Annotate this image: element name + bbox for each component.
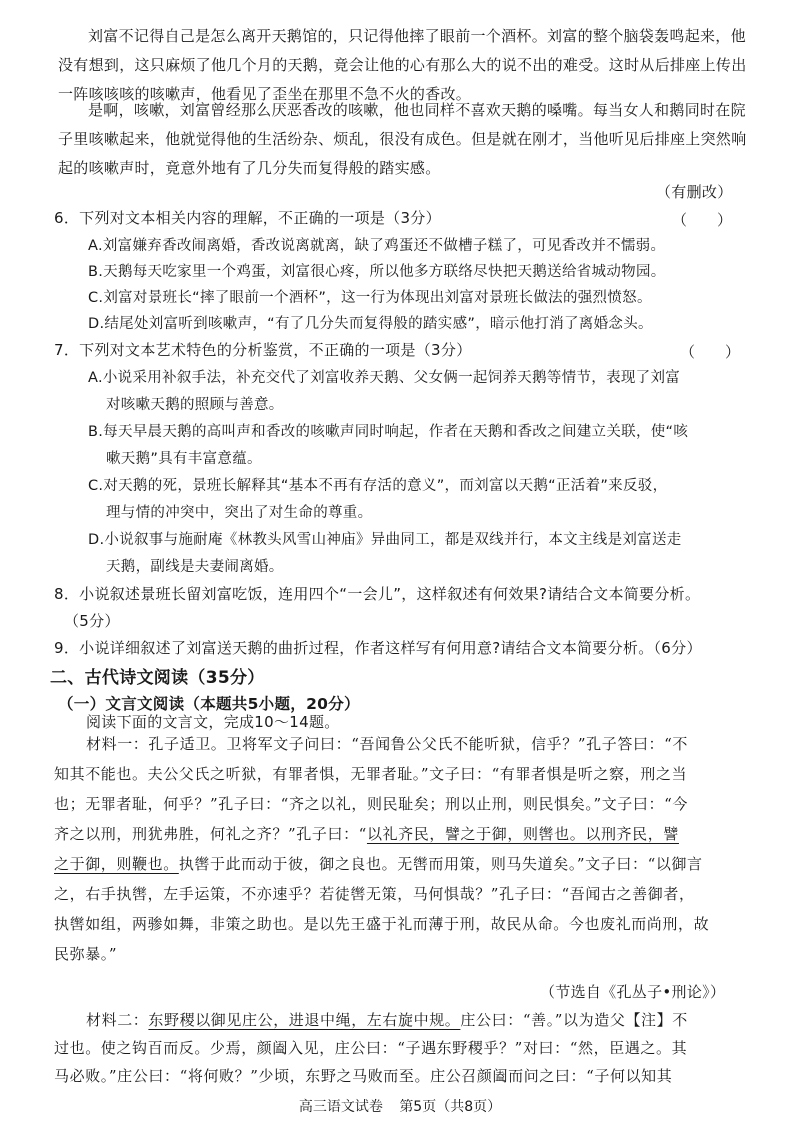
material-1-line-2: 知其不能也。夫公父氏之听狱，有罪者惧，无罪者耻。”文子曰：“有罪者惧是听之察，刑之当: [54, 765, 688, 783]
material-2-label: 材料二：: [86, 1011, 149, 1029]
question-9: 9．小说详细叙述了刘富送天鹅的曲折过程，作者这样写有何用意?请结合文本简要分析。（6分）: [54, 639, 702, 657]
material-1-line-8: 民弥暴。”: [54, 945, 118, 963]
material-1-line-3: 也；无罪者耻，何乎？”孔子曰：“齐之以礼，则民耻矣；刑以止刑，则民惧矣。”文子曰：“今: [54, 795, 688, 813]
question-7-option-c-line1: C.对天鹅的死，景班长解释其“基本不再有存活的意义”，而刘富以天鹅“正活着”来反驳，: [88, 478, 668, 494]
question-7-option-b-line1: B.每天早晨天鹅的高叫声和香改的咳嗽声同时响起，作者在天鹅和香改之间建立关联，使“咳: [88, 424, 689, 440]
material-2-line-3: 马必败。”庄公曰：“将何败？”少顷，东野之马败而至。庄公召颜阖而问之曰：“子何以知其: [54, 1067, 673, 1085]
material-1-line-6: 之，右手执辔，左手运策，不亦速乎？若徒辔无策，马何惧哉？”孔子曰：“吾闻古之善御者，: [54, 885, 695, 903]
underlined-translation-sentence-part-1: 以礼齐民，譬之于御，则辔也。以刑齐民，譬: [366, 825, 679, 843]
underlined-translation-sentence-part-2: 之于御，则鞭也。: [54, 855, 179, 873]
question-6-stem: 6．下列对文本相关内容的理解，不正确的一项是（3分）: [54, 209, 441, 227]
material-1-line-1: 材料一：孔子适卫。卫将军文子问曰：“吾闻鲁公父氏不能听狱，信乎？”孔子答曰：“不: [86, 735, 689, 753]
material-1-line-4-text: 齐之以刑，刑犹弗胜，何礼之齐？”孔子曰：“: [54, 825, 367, 843]
material-1-line-4: [54, 820, 679, 849]
material-2-line-2: 过也。使之钩百而反。少焉，颜阖入见，庄公曰：“子遇东野稷乎？”对曰：“然，臣遇之。其: [54, 1039, 688, 1057]
material-1-line-7: 执辔如组，两骖如舞，非策之助也。是以先王盛于礼而薄于刑，故民从命。今也废礼而尚刑，故: [54, 915, 710, 933]
question-7-option-d-line1: D.小说叙事与施耐庵《林教头风雪山神庙》异曲同工，都是双线并行，本文主线是刘富送走: [88, 532, 682, 548]
story-paragraph-2: 是啊，咳嗽，刘富曾经那么厌恶香改的咳嗽，他也同样不喜欢天鹅的嗓嘴。每当女人和鹅同时在院子里咳嗽起来，他就觉得他的生活纷杂、烦乱，很没有成色。但是就在刚才，当他听见后排座上突然响起的咳嗽声时，竟意外地有了几分失而复得般的踏实感。: [58, 101, 747, 177]
question-7-option-d-line2: 天鹅，副线是夫妻闹离婚。: [106, 559, 284, 575]
page-footer: [0, 1096, 800, 1116]
underlined-material-2-sentence: 东野稷以御见庄公，进退中绳，左右旋中规。: [148, 1011, 461, 1029]
question-8-line2: （5分）: [64, 612, 120, 630]
question-6-option-d: D.结尾处刘富听到咳嗽声，“有了几分失而复得般的踏实感”，暗示他打消了离婚念头。: [88, 316, 653, 332]
question-7-option-c-line2: 理与情的冲突中，突出了对生命的尊重。: [106, 505, 373, 521]
question-7-stem: 7．下列对文本艺术特色的分析鉴赏，不正确的一项是（3分）: [54, 341, 472, 359]
question-6-option-b: B.天鹅每天吃家里一个鸡蛋，刘富很心疼，所以他多方联络尽快把天鹅送给省城动物园。: [88, 264, 666, 280]
footer-page-number: 第5页（共8页）: [399, 1099, 502, 1115]
question-7-option-b-line2: 嗽天鹅”具有丰富意蕴。: [106, 451, 262, 467]
question-6-option-c: C.刘富对景班长“摔了眼前一个酒杯”，这一行为体现出刘富对景班长做法的强烈愤怒。: [88, 290, 652, 306]
revision-note: （有删改）: [656, 183, 733, 201]
section-2-instruction: 阅读下面的文言文，完成10～14题。: [86, 713, 340, 731]
question-7-option-a-line2: 对咳嗽天鹅的照顾与善意。: [106, 397, 284, 413]
material-1-line-5: [54, 850, 703, 879]
material-2-line-1-text: 庄公曰：“善。”以为造父【注】不: [460, 1011, 688, 1029]
question-7-option-a-line1: A.小说采用补叙手法，补充交代了刘富收养天鹅、父女俩一起饲养天鹅等情节，表现了刘富: [88, 370, 681, 386]
section-2-heading: 二、古代诗文阅读（35分）: [50, 668, 265, 688]
question-8-line1: 8．小说叙述景班长留刘富吃饭，连用四个“一会儿”，这样叙述有何效果?请结合文本简要分析。: [54, 585, 701, 603]
story-paragraph-1: 刘富不记得自己是怎么离开天鹅馆的，只记得他摔了眼前一个酒杯。刘富的整个脑袋轰鸣起来，他没有想到，这只麻烦了他几个月的天鹅，竟会让他的心有那么大的说不出的难受。这时从后排座上传出一阵咳咳咳的咳嗽声，他看见了歪坐在那里不急不火的香改。: [58, 27, 747, 103]
section-2-subheading: （一）文言文阅读（本题共5小题，20分）: [58, 695, 360, 713]
question-6-answer-blank[interactable]: （ ）: [672, 211, 733, 229]
material-1-source: （节选自《孔丛子•刑论》）: [540, 983, 726, 1001]
footer-exam-title: 高三语文试卷: [298, 1099, 383, 1115]
material-1-line-5-text: 执辔于此而动于彼，御之良也。无辔而用策，则马失道矣。”文子曰：“以御言: [178, 855, 703, 873]
material-2-line-1: [86, 1006, 688, 1035]
question-7-answer-blank[interactable]: （ ）: [680, 343, 741, 361]
question-6-option-a: A.刘富嫌弃香改闹离婚，香改说离就离，缺了鸡蛋还不做槽子糕了，可见香改并不懦弱。: [88, 238, 666, 254]
